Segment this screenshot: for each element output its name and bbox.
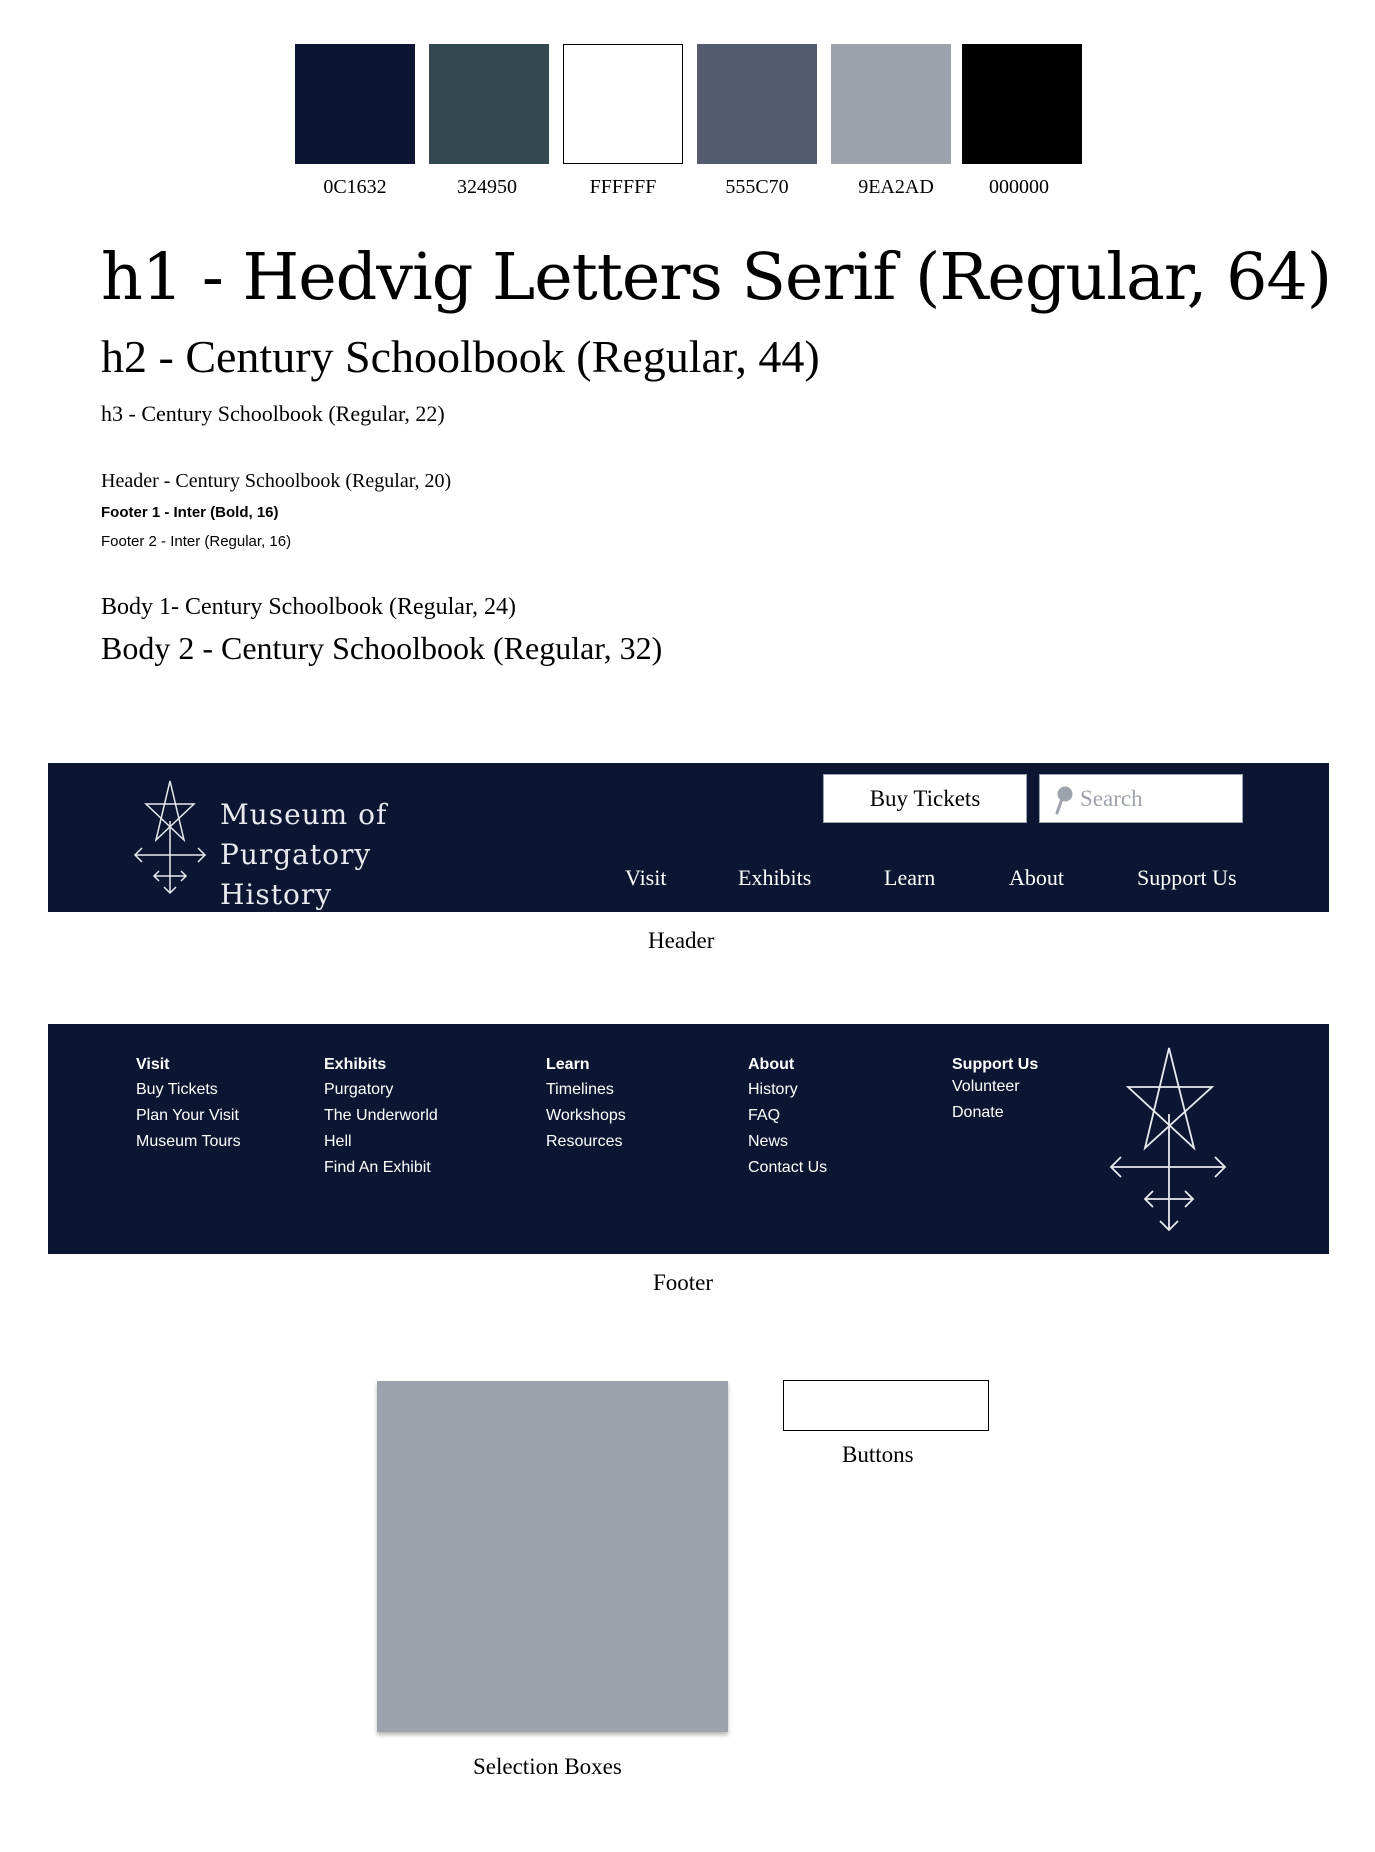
footer-link[interactable]: Purgatory xyxy=(324,1081,394,1098)
footer-link[interactable]: Contact Us xyxy=(748,1159,828,1176)
museum-logo[interactable] xyxy=(132,777,442,911)
typography-h3: h3 - Century Schoolbook (Regular, 22) xyxy=(101,401,445,426)
typography-footer1: Footer 1 - Inter (Bold, 16) xyxy=(101,504,279,521)
buy-tickets-label: Buy Tickets xyxy=(869,786,981,811)
selection-box[interactable] xyxy=(377,1381,728,1732)
swatch-3 xyxy=(697,44,817,164)
swatch-4 xyxy=(831,44,951,164)
footer-link[interactable]: Museum Tours xyxy=(136,1133,241,1150)
search-placeholder: Search xyxy=(1080,786,1143,811)
site-footer xyxy=(48,1024,1329,1254)
nav-support-us[interactable]: Support Us xyxy=(1137,865,1237,890)
swatch-2 xyxy=(563,44,683,164)
logo-line-2: Purgatory History xyxy=(220,838,372,911)
footer-column-visit xyxy=(136,1056,241,1159)
site-header xyxy=(48,763,1329,912)
swatch-0 xyxy=(295,44,415,164)
sample-button[interactable] xyxy=(783,1380,989,1431)
typography-h2: h2 - Century Schoolbook (Regular, 44) xyxy=(101,331,820,382)
footer-caption: Footer xyxy=(653,1270,714,1295)
buy-tickets-button[interactable] xyxy=(823,774,1027,823)
logo-line-1: Museum of xyxy=(220,798,388,831)
footer-column-learn xyxy=(546,1056,626,1159)
footer-link[interactable]: Find An Exhibit xyxy=(324,1159,431,1176)
footer-link[interactable]: Buy Tickets xyxy=(136,1081,218,1098)
nav-visit[interactable]: Visit xyxy=(625,865,667,890)
footer-link[interactable]: Workshops xyxy=(546,1107,626,1124)
typography-body1: Body 1- Century Schoolbook (Regular, 24) xyxy=(101,594,516,620)
footer-link[interactable]: Resources xyxy=(546,1133,623,1150)
search-pin-icon xyxy=(1054,785,1074,815)
footer-link[interactable]: Hell xyxy=(324,1133,352,1150)
swatch-label-5: 000000 xyxy=(989,176,1049,198)
header-caption: Header xyxy=(648,928,715,953)
swatch-1 xyxy=(429,44,549,164)
nav-exhibits[interactable]: Exhibits xyxy=(738,865,812,890)
swatch-label-4: 9EA2AD xyxy=(858,176,934,198)
swatch-label-0: 0C1632 xyxy=(323,176,387,198)
footer-link[interactable]: Timelines xyxy=(546,1081,614,1098)
nav-about[interactable]: About xyxy=(1009,865,1064,890)
search-field[interactable] xyxy=(1039,774,1243,823)
swatch-5 xyxy=(962,44,1082,164)
footer-heading: Support Us xyxy=(952,1056,1039,1073)
footer-column-support xyxy=(952,1056,1038,1130)
footer-heading: About xyxy=(748,1056,795,1073)
nav-learn[interactable]: Learn xyxy=(884,865,936,890)
footer-link[interactable]: The Underworld xyxy=(324,1107,438,1124)
footer-heading: Learn xyxy=(546,1056,590,1073)
typography-h1: h1 - Hedvig Letters Serif (Regular, 64) xyxy=(101,240,1332,315)
footer-link[interactable]: News xyxy=(748,1133,789,1150)
buttons-caption: Buttons xyxy=(842,1442,914,1467)
typography-header: Header - Century Schoolbook (Regular, 20) xyxy=(101,470,452,492)
footer-heading: Exhibits xyxy=(324,1056,387,1073)
swatch-label-3: 555C70 xyxy=(725,176,789,198)
footer-heading: Visit xyxy=(136,1056,170,1073)
footer-link[interactable]: Donate xyxy=(952,1104,1004,1121)
swatch-label-1: 324950 xyxy=(457,176,517,198)
footer-link[interactable]: FAQ xyxy=(748,1107,781,1124)
selection-boxes-caption: Selection Boxes xyxy=(473,1754,622,1779)
swatch-label-2: FFFFFF xyxy=(589,176,657,198)
footer-link[interactable]: History xyxy=(748,1081,798,1098)
typography-footer2: Footer 2 - Inter (Regular, 16) xyxy=(101,533,292,550)
typography-body2: Body 2 - Century Schoolbook (Regular, 32) xyxy=(101,630,663,666)
footer-sigil-icon xyxy=(1108,1044,1228,1234)
footer-column-exhibits xyxy=(324,1056,438,1185)
footer-link[interactable]: Volunteer xyxy=(952,1078,1020,1095)
footer-column-about xyxy=(748,1056,827,1185)
footer-link[interactable]: Plan Your Visit xyxy=(136,1107,239,1124)
sigil-icon xyxy=(132,777,208,901)
